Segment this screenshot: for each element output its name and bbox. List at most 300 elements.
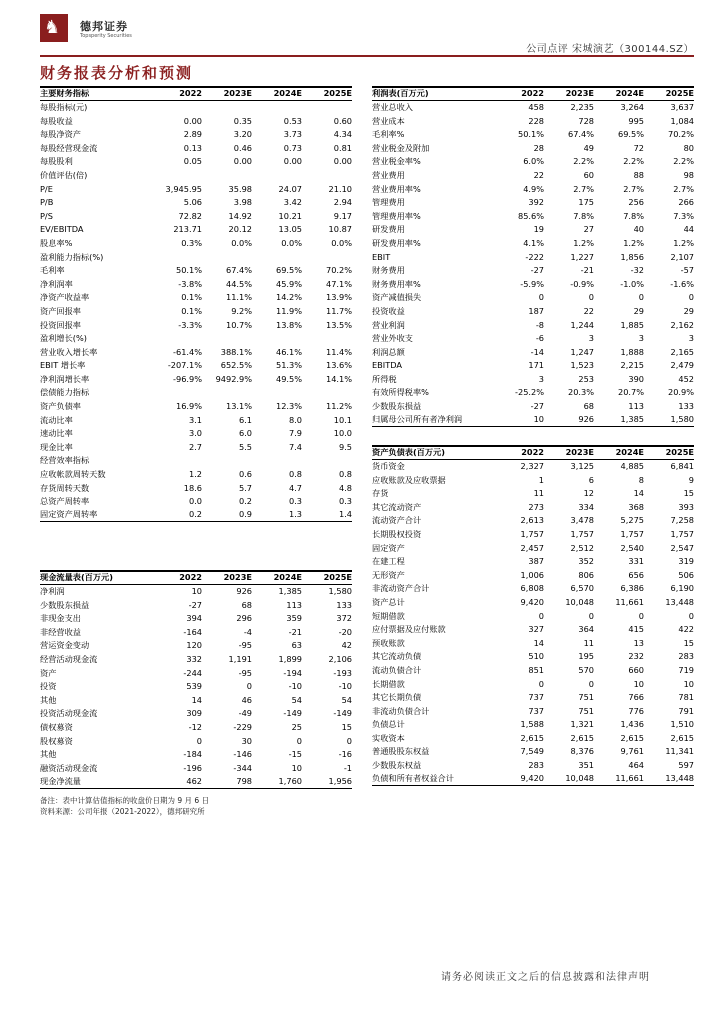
row-label: 净利润	[40, 586, 65, 596]
row-label: P/E	[40, 183, 53, 194]
cell-value: 2.7%	[673, 183, 694, 194]
cell-value: 2.2%	[673, 156, 694, 167]
cell-value: 20.7%	[617, 387, 644, 398]
table-row	[40, 707, 352, 721]
cell-value: 1,899	[278, 653, 302, 664]
cell-value: 1,084	[670, 115, 694, 126]
cell-value: 63	[291, 640, 302, 651]
cell-value: -5.9%	[520, 278, 544, 289]
row-label: 其它流动负债	[372, 651, 422, 662]
row-label: 每股股利	[40, 156, 73, 167]
table-row	[40, 332, 352, 346]
table-row	[40, 251, 352, 265]
cell-value: 3.20	[233, 129, 252, 140]
table-row	[372, 528, 694, 542]
cell-value: 10.21	[278, 210, 302, 221]
row-label: 毛利率%	[372, 129, 405, 140]
cell-value: 926	[578, 414, 594, 425]
cell-value: 5.7	[238, 482, 252, 493]
table-row	[372, 582, 694, 596]
cell-value: 926	[236, 586, 252, 596]
table-row	[40, 585, 352, 599]
cell-value: 1.2	[188, 469, 202, 480]
table-row	[372, 718, 694, 732]
cell-value: 13.9%	[325, 292, 352, 303]
balance-sheet-table	[372, 445, 694, 786]
row-label: 负债总计	[372, 719, 405, 730]
table-row	[372, 386, 694, 400]
row-label: 营业外收支	[372, 333, 413, 344]
cell-value: 0	[538, 292, 544, 303]
cell-value: 2.2%	[623, 156, 644, 167]
cell-value: 4.7	[288, 482, 302, 493]
cell-value: 1,227	[570, 251, 594, 262]
row-label: 营业税金率%	[372, 156, 421, 167]
header-divider	[40, 55, 694, 57]
section-title: 财务报表分析和预测	[40, 64, 194, 82]
cell-value: 394	[186, 613, 202, 624]
table-row	[372, 691, 694, 705]
cell-value: 7.8%	[573, 210, 594, 221]
brand-name-en: Topsperity Securities	[80, 33, 132, 39]
cell-value: 462	[186, 775, 202, 786]
cell-value: 14.1%	[325, 373, 352, 384]
cell-value: -3.8%	[178, 278, 202, 289]
row-label: 营业成本	[372, 115, 405, 126]
cell-value: -49	[238, 708, 252, 719]
row-label: 经营活动现金流	[40, 653, 98, 664]
cell-value: -57	[680, 265, 694, 276]
cell-value: 2.2%	[573, 156, 594, 167]
cell-value: 4.8	[338, 482, 352, 493]
cell-value: 2,327	[520, 461, 544, 471]
cell-value: 0	[588, 292, 594, 303]
row-label: 营业收入增长率	[40, 346, 98, 357]
table-row	[372, 278, 694, 292]
row-label: 应付票据及应付账款	[372, 624, 446, 635]
cell-value: 0.3	[338, 496, 352, 507]
cell-value: -32	[630, 265, 644, 276]
cell-value: 7,549	[520, 746, 544, 757]
cell-value: 751	[578, 705, 594, 716]
cell-value: 13.5%	[325, 319, 352, 330]
cell-value: 14.92	[228, 210, 252, 221]
row-label: 净利润增长率	[40, 373, 90, 384]
row-label: 资产总计	[372, 596, 405, 607]
cell-value: 0	[638, 610, 644, 621]
cash-flow-table	[40, 570, 352, 789]
row-label: 其他	[40, 749, 57, 760]
cell-value: 1,757	[670, 528, 694, 539]
cell-value: 781	[678, 692, 694, 703]
cell-value: 42	[341, 640, 352, 651]
cell-value: 195	[578, 651, 594, 662]
cell-value: 40	[633, 224, 644, 235]
row-label: 固定资产周转率	[40, 509, 98, 520]
cell-value: 1.2%	[623, 237, 644, 248]
year-header: 2023E	[223, 572, 252, 583]
cell-value: 113	[286, 599, 302, 610]
cell-value: 0	[638, 292, 644, 303]
cell-value: 660	[628, 664, 644, 675]
cell-value: 13.1%	[225, 401, 252, 412]
cell-value: 13.05	[278, 224, 302, 235]
cell-value: -15	[288, 749, 302, 760]
table-row	[40, 468, 352, 482]
cell-value: 232	[628, 651, 644, 662]
cell-value: 319	[678, 556, 694, 567]
cell-value: 253	[578, 373, 594, 384]
cell-value: 0.73	[283, 142, 302, 153]
row-label: 长期股权投资	[372, 528, 422, 539]
cell-value: 0.8	[338, 469, 352, 480]
cell-value: 2,457	[520, 542, 544, 553]
table-row	[372, 514, 694, 528]
row-label: 股息率%	[40, 237, 73, 248]
row-label: 少数股东损益	[40, 599, 90, 610]
cell-value: 1,760	[278, 775, 302, 786]
row-label: P/S	[40, 210, 53, 221]
cell-value: 1,385	[620, 414, 644, 425]
cell-value: 21.10	[328, 183, 352, 194]
cell-value: -146	[233, 749, 252, 760]
table-row	[40, 183, 352, 197]
cell-value: 3.98	[233, 197, 252, 208]
year-header: 2022	[521, 88, 544, 99]
cell-value: 28	[533, 142, 544, 153]
cell-value: -14	[530, 346, 544, 357]
table-row	[372, 128, 694, 142]
cell-value: 49	[583, 142, 594, 153]
cell-value: 283	[528, 760, 544, 771]
row-label: 在建工程	[372, 556, 405, 567]
row-label: 归属母公司所有者净利润	[372, 414, 463, 425]
table-row	[40, 386, 352, 400]
cell-value: 133	[678, 401, 694, 412]
cell-value: 2,215	[620, 360, 644, 371]
cell-value: -3.3%	[178, 319, 202, 330]
table-row	[40, 359, 352, 373]
cell-value: 0	[196, 735, 202, 746]
row-label: 偿债能力指标	[40, 387, 90, 398]
row-label: 短期借款	[372, 610, 405, 621]
cell-value: 0	[688, 610, 694, 621]
cell-value: 737	[528, 705, 544, 716]
cell-value: -27	[188, 599, 202, 610]
cell-value: 1,757	[520, 528, 544, 539]
cell-value: 0.53	[283, 115, 302, 126]
cell-value: 2,162	[670, 319, 694, 330]
row-label: 长期借款	[372, 678, 405, 689]
cell-value: 14	[533, 637, 544, 648]
cell-value: 1.3	[288, 509, 302, 520]
cell-value: 390	[628, 373, 644, 384]
table-row	[372, 183, 694, 197]
cell-value: -149	[333, 708, 352, 719]
row-label: 融资活动现金流	[40, 762, 98, 773]
cell-value: 15	[341, 721, 352, 732]
cell-value: 8	[638, 474, 644, 485]
cell-value: 6	[588, 474, 594, 485]
cell-value: 0	[538, 610, 544, 621]
cell-value: 8.0	[288, 414, 302, 425]
table-row	[372, 414, 694, 428]
cell-value: 2,615	[570, 732, 594, 743]
cell-value: 0.05	[183, 156, 202, 167]
table-row	[372, 501, 694, 515]
table-header	[40, 86, 352, 101]
cell-value: 332	[186, 653, 202, 664]
row-label: 利润总额	[372, 346, 405, 357]
cell-value: 4,885	[620, 461, 644, 471]
cell-value: 6.1	[238, 414, 252, 425]
table-row	[40, 694, 352, 708]
cell-value: -21	[288, 626, 302, 637]
cell-value: 10	[191, 586, 202, 596]
row-label: 其他	[40, 694, 57, 705]
cell-value: 2,165	[670, 346, 694, 357]
cell-value: 6,841	[670, 461, 694, 471]
table-row	[372, 142, 694, 156]
table-row	[40, 639, 352, 653]
cell-value: 9,420	[520, 773, 544, 784]
cell-value: 69.5%	[617, 129, 644, 140]
cell-value: -95	[238, 667, 252, 678]
cell-value: 51.3%	[275, 360, 302, 371]
cell-value: 9492.9%	[215, 373, 252, 384]
cell-value: -149	[283, 708, 302, 719]
row-label: 现金比率	[40, 441, 73, 452]
table-row	[40, 454, 352, 468]
table-row	[372, 542, 694, 556]
cell-value: 171	[528, 360, 544, 371]
row-label: EV/EBITDA	[40, 224, 84, 235]
cell-value: 791	[678, 705, 694, 716]
cell-value: 69.5%	[275, 265, 302, 276]
row-label: 流动负债合计	[372, 664, 422, 675]
year-header: 2023E	[223, 88, 252, 99]
cell-value: 1,956	[328, 775, 352, 786]
row-label: 债权募资	[40, 721, 73, 732]
row-label: 少数股东权益	[372, 760, 422, 771]
cell-value: 0.3	[288, 496, 302, 507]
table-row	[40, 169, 352, 183]
cell-value: 80	[683, 142, 694, 153]
row-label: 普通股股东权益	[372, 746, 430, 757]
cell-value: 798	[236, 775, 252, 786]
table-row	[372, 210, 694, 224]
year-header: 2024E	[615, 447, 644, 458]
cell-value: 12	[583, 488, 594, 499]
table-row	[40, 667, 352, 681]
cell-value: -25.2%	[515, 387, 544, 398]
cell-value: 11.9%	[275, 305, 302, 316]
cell-value: 0.0%	[281, 237, 302, 248]
row-label: 研发费用率%	[372, 237, 421, 248]
cell-value: 68	[241, 599, 252, 610]
cell-value: 656	[628, 569, 644, 580]
cell-value: -222	[525, 251, 544, 262]
row-label: 价值评估(倍)	[40, 169, 88, 180]
cell-value: 4.1%	[523, 237, 544, 248]
cell-value: 0	[588, 678, 594, 689]
row-label: 流动比率	[40, 414, 73, 425]
cell-value: 0.6	[238, 469, 252, 480]
year-header: 2025E	[323, 572, 352, 583]
cell-value: 11,661	[615, 596, 644, 607]
cell-value: 19	[533, 224, 544, 235]
cell-value: 0.81	[333, 142, 352, 153]
cell-value: 113	[628, 401, 644, 412]
cell-value: 1,580	[670, 414, 694, 425]
row-label: 每股指标(元)	[40, 102, 88, 112]
cell-value: 9.17	[333, 210, 352, 221]
cell-value: -21	[580, 265, 594, 276]
year-header: 2023E	[565, 447, 594, 458]
cell-value: 3,264	[620, 102, 644, 112]
table-row	[372, 251, 694, 265]
cell-value: -95	[238, 640, 252, 651]
cell-value: -0.9%	[570, 278, 594, 289]
row-label: 营业税金及附加	[372, 142, 430, 153]
cell-value: 10	[291, 762, 302, 773]
row-label: 股权募资	[40, 735, 73, 746]
row-label: 营运资金变动	[40, 640, 90, 651]
table-row	[40, 237, 352, 251]
cell-value: 1.4	[338, 509, 352, 520]
cell-value: 1,247	[570, 346, 594, 357]
cell-value: 266	[678, 197, 694, 208]
cell-value: -12	[188, 721, 202, 732]
cell-value: 9,420	[520, 596, 544, 607]
cell-value: -10	[288, 681, 302, 692]
row-label: 盈利能力指标(%)	[40, 251, 104, 262]
row-label: 应收帐款周转天数	[40, 469, 106, 480]
table-row	[40, 721, 352, 735]
cell-value: 2.7	[188, 441, 202, 452]
table-row	[40, 653, 352, 667]
table-row	[372, 596, 694, 610]
cell-value: 0.2	[238, 496, 252, 507]
cell-value: 20.3%	[567, 387, 594, 398]
row-label: 研发费用	[372, 224, 405, 235]
cell-value: 0.0%	[331, 237, 352, 248]
cell-value: 296	[236, 613, 252, 624]
cell-value: 0.1%	[181, 305, 202, 316]
cell-value: 1.2%	[573, 237, 594, 248]
cell-value: 0.60	[333, 115, 352, 126]
cell-value: 0.3%	[181, 237, 202, 248]
cell-value: 29	[633, 305, 644, 316]
table-title: 主要财务指标	[40, 88, 90, 99]
cell-value: 0	[538, 678, 544, 689]
table-row	[372, 487, 694, 501]
cell-value: 2,615	[670, 732, 694, 743]
cell-value: 0	[346, 735, 352, 746]
cell-value: 392	[528, 197, 544, 208]
cell-value: -6	[535, 333, 544, 344]
cell-value: 510	[528, 651, 544, 662]
cell-value: 2,615	[620, 732, 644, 743]
cell-value: 0.9	[238, 509, 252, 520]
cell-value: -194	[283, 667, 302, 678]
cell-value: 88	[633, 169, 644, 180]
row-label: 资产	[40, 667, 57, 678]
footer-disclaimer: 请务必阅读正文之后的信息披露和法律声明	[441, 972, 650, 983]
row-label: 预收账款	[372, 637, 405, 648]
cell-value: 0.46	[233, 142, 252, 153]
cell-value: 133	[336, 599, 352, 610]
table-header	[372, 445, 694, 460]
cell-value: 2,479	[670, 360, 694, 371]
cell-value: 652.5%	[220, 360, 252, 371]
cell-value: 0.8	[288, 469, 302, 480]
cell-value: 10,048	[565, 773, 594, 784]
row-label: 无形资产	[372, 569, 405, 580]
cell-value: 70.2%	[325, 265, 352, 276]
table-row	[40, 509, 352, 523]
income-statement-table	[372, 86, 694, 427]
table-row	[40, 319, 352, 333]
cell-value: 2.7%	[623, 183, 644, 194]
cell-value: 5.5	[238, 441, 252, 452]
table-row	[372, 359, 694, 373]
table-row	[372, 223, 694, 237]
row-label: 非流动负债合计	[372, 705, 430, 716]
cell-value: 13.8%	[275, 319, 302, 330]
cell-value: 6,808	[520, 583, 544, 594]
cell-value: 45.9%	[275, 278, 302, 289]
row-label: 管理费用	[372, 197, 405, 208]
cell-value: 11.1%	[225, 292, 252, 303]
cell-value: -229	[233, 721, 252, 732]
cell-value: 67.4%	[567, 129, 594, 140]
cell-value: 11.7%	[325, 305, 352, 316]
table-row	[40, 748, 352, 762]
cell-value: 10.0	[333, 428, 352, 439]
cell-value: 11,341	[665, 746, 694, 757]
table-row	[40, 762, 352, 776]
report-info: 公司点评 宋城演艺（300144.SZ）	[526, 44, 694, 55]
table-row	[40, 278, 352, 292]
cell-value: 98	[683, 169, 694, 180]
cell-value: 3,125	[570, 461, 594, 471]
row-label: 投资收益	[372, 305, 405, 316]
table-row	[372, 169, 694, 183]
note-line: 备注：表中计算估值指标的收盘价日期为 9 月 6 日	[40, 796, 210, 805]
table-row	[40, 482, 352, 496]
cell-value: 1,510	[670, 719, 694, 730]
cell-value: 1,856	[620, 251, 644, 262]
row-label: 负债和所有者权益合计	[372, 773, 454, 784]
cell-value: 851	[528, 664, 544, 675]
cell-value: 1.2%	[673, 237, 694, 248]
cell-value: 415	[628, 624, 644, 635]
table-row	[40, 115, 352, 129]
company-logo	[40, 14, 68, 42]
cell-value: 327	[528, 624, 544, 635]
cell-value: 54	[291, 694, 302, 705]
cell-value: 10	[683, 678, 694, 689]
cell-value: 187	[528, 305, 544, 316]
row-label: 货币资金	[372, 461, 405, 471]
cell-value: 3.73	[283, 129, 302, 140]
table-row	[372, 610, 694, 624]
cell-value: 18.6	[183, 482, 202, 493]
row-label: 毛利率	[40, 265, 65, 276]
row-label: 投资活动现金流	[40, 708, 98, 719]
cell-value: 283	[678, 651, 694, 662]
